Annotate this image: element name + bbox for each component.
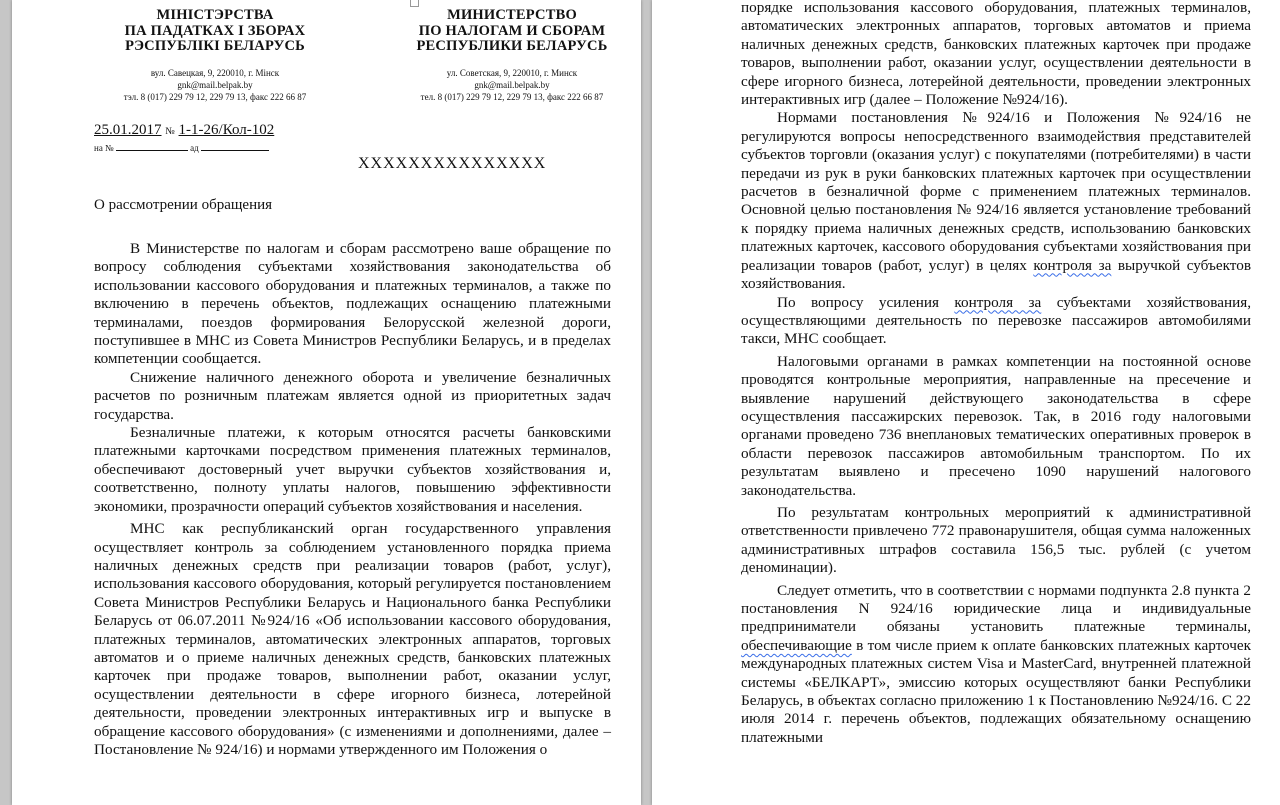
letter-body-left bbox=[94, 240, 611, 759]
header-address: ул. Советская, 9, 220010, г. Минск bbox=[446, 67, 578, 78]
body-paragraph: Налоговыми органами в рамках компетенции на постоянной основе проводятся контрольные мероприятия, направленные на пресечение и выявление нарушений действующего законодательства в сфере осуществления пассажирских перевозок. Так, в 2016 году налоговыми органами проведено 736 внеплановых тематических оперативных проверок в области перевозок пассажиров автомобильным транспортом. По их результатам выявлено и пресечено 1090 нарушений налогового законодательства. bbox=[741, 352, 1251, 499]
header-title-line: МІНІСТЭРСТВА bbox=[156, 7, 274, 23]
header-phone: тэл. 8 (017) 229 79 12, 229 79 13, факс 222 66 87 bbox=[123, 91, 307, 102]
header-phone: тел. 8 (017) 229 79 12, 229 79 13, факс 222 66 87 bbox=[420, 91, 604, 102]
header-title-line: РЕСПУБЛИКИ БЕЛАРУСЬ bbox=[416, 38, 608, 54]
registration-line bbox=[94, 122, 274, 140]
incoming-reference-line bbox=[94, 142, 269, 153]
body-paragraph: Безналичные платежи, к которым относятся расчеты банковскими платежными карточками посредством применения платежных терминалов, обеспечивают достоверный учет выручки субъектов хозяйствования и, соответственно, полноту уплаты налогов, повышению эффективности экономики, прозрачности операций субъектов хозяйствования и населения. bbox=[94, 424, 611, 515]
spellcheck-underlined-text: контроля за bbox=[954, 293, 1042, 311]
body-paragraph: В Министерстве по налогам и сборам рассмотрено ваше обращение по вопросу соблюдения субъектами хозяйствования законодательства об использовании кассового оборудования и платежных терминалов, а также по включению в перечень объектов, подлежащих оснащению платежными терминалами, поездов формирования Белорусской железной дороги, поступившее в МНС из Совета Министров Республики Беларусь, и в пределах компетенции сообщается. bbox=[94, 240, 611, 368]
registration-number: 1-1-26/Кол-102 bbox=[178, 122, 275, 138]
incoming-number-blank bbox=[116, 142, 188, 151]
number-sign: № bbox=[165, 126, 175, 137]
body-paragraph: Снижение наличного денежного оборота и увеличение безналичных расчетов по розничным платежам является одной из приоритетных задач государства. bbox=[94, 368, 611, 423]
document-page-left bbox=[12, 0, 641, 805]
header-title-line: РЭСПУБЛІКІ БЕЛАРУСЬ bbox=[125, 38, 305, 54]
letter-subject: О рассмотрении обращения bbox=[94, 197, 273, 213]
letter-body-right bbox=[741, 0, 1251, 747]
header-title-line: МИНИСТЕРСТВО bbox=[447, 7, 577, 23]
body-paragraph: По результатам контрольных мероприятий к административной ответственности привлечено 772 правонарушителя, общая сумма наложенных административных штрафов составила 156,5 тыс. рублей (с учетом деноминации). bbox=[741, 503, 1251, 577]
header-title-line: ПО НАЛОГАМ И СБОРАМ bbox=[418, 22, 606, 39]
body-paragraph: Нормами постановления №924/16 и Положения №924/16 не регулируются вопросы непосредственного взаимодействия представителей субъектов торговли (оказания услуг) с покупателями (потребителями) в части передачи из рук в руки банковских платежных карточек при осуществлении расчетов в безналичной форме с применением платежных терминалов. Основной целью постановления № 924/16 является установление требований к порядку приема наличных денежных средств, использованию банковских платежных карточек, кассового оборудования субъектами хозяйствования при реализации товаров (работ, услуг) в целях контроля за выручкой субъектов хозяйствования. bbox=[741, 109, 1251, 293]
header-email: gnk@mail.belpak.by bbox=[474, 79, 550, 90]
registration-date: 25.01.2017 bbox=[94, 122, 162, 138]
text-cursor-marker bbox=[410, 0, 419, 7]
body-paragraph: По вопросу усиления контроля за субъектами хозяйствования, осуществляющими деятельность по перевозке пассажиров автомобилями такси, МНС сообщает. bbox=[741, 293, 1251, 348]
incoming-prefix: на № bbox=[94, 143, 114, 153]
document-page-right bbox=[652, 0, 1280, 805]
header-russian bbox=[392, 8, 632, 103]
incoming-mid: ад bbox=[190, 143, 199, 153]
body-paragraph: Следует отметить, что в соответствии с нормами подпункта 2.8 пункта 2 постановления N 924/16 юридические лица и индивидуальные предприниматели обязаны установить платежные терминалы, обеспечивающие в том числе прием к оплате банковских платежных карточек международных платежных систем Visa и MasterCard, внутренней платежной системы «БЕЛКАРТ», эмиссию которых осуществляют банки Республики Беларусь, в объектах согласно приложению 1 к Постановлению №924/16. С 22 июля 2014 г. перечень объектов, подлежащих обязательному оснащению платежными bbox=[741, 581, 1251, 746]
spellcheck-underlined-text: обеспечивающие bbox=[741, 636, 852, 654]
spellcheck-underlined-text: контроля за bbox=[1033, 256, 1112, 274]
body-paragraph: порядке использования кассового оборудования, платежных терминалов, автоматических электронных аппаратов, торговых автоматов и приема наличных денежных средств, банковских платежных карточек при продаже товаров, выполнении работ, оказании услуг, осуществлении деятельности в сфере игорного бизнеса, лотерейной деятельности, проведении электронных интерактивных игр (далее – Положение №924/16). bbox=[741, 0, 1251, 109]
header-email: gnk@mail.belpak.by bbox=[177, 79, 253, 90]
header-belarusian bbox=[100, 8, 330, 103]
body-paragraph: МНС как республиканский орган государственного управления осуществляет контроль за соблюдением установленного порядка приема наличных денежных средств при реализации товаров (работ, услуг), использования кассового оборудования, который регулируется постановлением Совета Министров Республики Беларусь и Национального банка Республики Беларусь от 06.07.2011 №924/16 «Об использовании кассового оборудования, платежных терминалов, автоматических электронных аппаратов, торговых автоматов и о приеме наличных денежных средств, банковских платежных карточек при продаже товаров, выполнении работ, оказании услуг, осуществлении деятельности в сфере игорного бизнеса, лотерейной деятельности, проведении электронных интерактивных игр и выпуске в обращение кассового оборудования» (с изменениями и дополнениями, далее – Постановление № 924/16) и нормами утвержденного им Положения о bbox=[94, 520, 611, 758]
header-address: вул. Савецкая, 9, 220010, г. Мінск bbox=[150, 67, 280, 78]
incoming-date-blank bbox=[201, 142, 269, 151]
addressee: ХХХХХХХХХХХХХХХ bbox=[358, 155, 547, 172]
header-title-line: ПА ПАДАТКАХ І ЗБОРАХ bbox=[124, 22, 306, 39]
